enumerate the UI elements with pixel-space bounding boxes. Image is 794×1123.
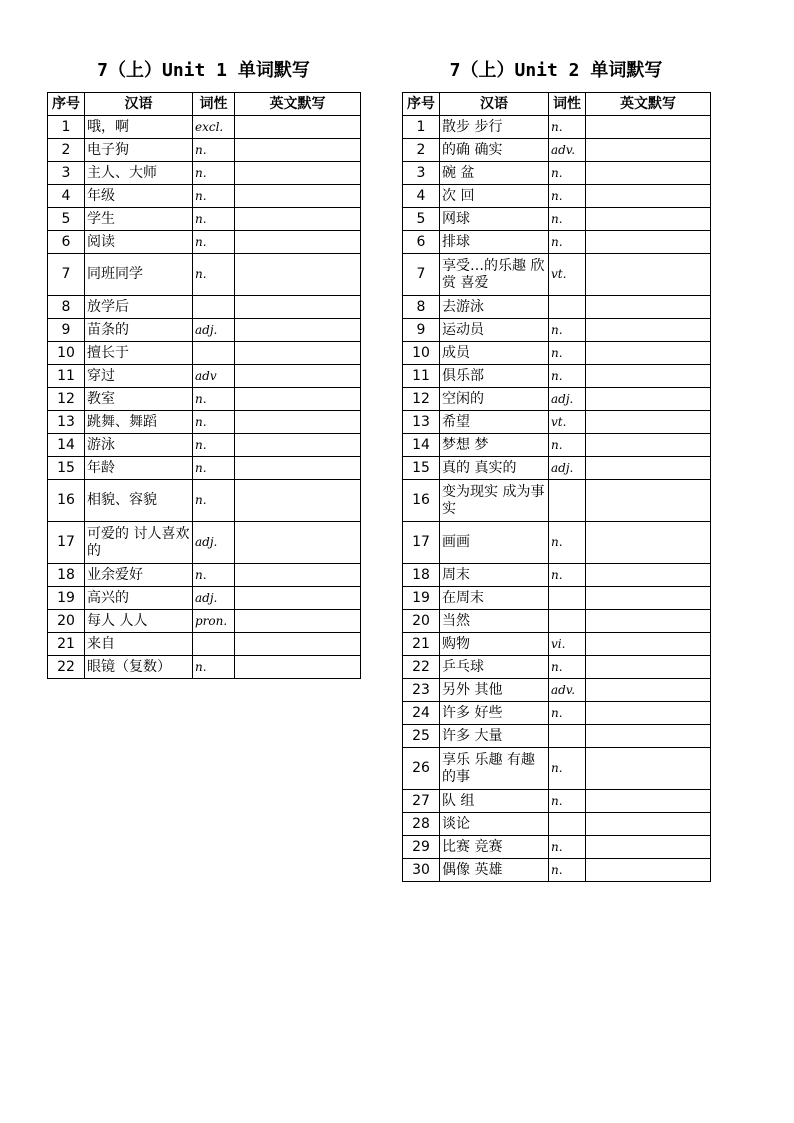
table-row: [48, 116, 361, 139]
row-number: 18: [403, 564, 440, 587]
part-of-speech: excl.: [193, 116, 235, 139]
chinese-term: 享乐 乐趣 有趣的事: [440, 748, 549, 790]
chinese-term: 可爱的 讨人喜欢的: [85, 522, 193, 564]
chinese-term: 高兴的: [85, 587, 193, 610]
english-answer-cell[interactable]: [586, 162, 711, 185]
english-answer-cell[interactable]: [235, 411, 361, 434]
header-cn: 汉语: [85, 93, 193, 116]
table-row: [48, 185, 361, 208]
table-row: [403, 633, 711, 656]
english-answer-cell[interactable]: [235, 139, 361, 162]
part-of-speech: adj.: [193, 587, 235, 610]
part-of-speech: n.: [193, 254, 235, 296]
english-answer-cell[interactable]: [235, 162, 361, 185]
chinese-term: 电子狗: [85, 139, 193, 162]
table-row: [403, 790, 711, 813]
chinese-term: 享受…的乐趣 欣赏 喜爱: [440, 254, 549, 296]
row-number: 21: [403, 633, 440, 656]
english-answer-cell[interactable]: [586, 208, 711, 231]
english-answer-cell[interactable]: [235, 116, 361, 139]
english-answer-cell[interactable]: [586, 231, 711, 254]
part-of-speech: n.: [549, 162, 586, 185]
unit1-header-row: [48, 93, 361, 116]
table-row: [403, 388, 711, 411]
english-answer-cell[interactable]: [586, 434, 711, 457]
row-number: 9: [48, 319, 85, 342]
part-of-speech: n.: [193, 139, 235, 162]
table-row: [403, 480, 711, 522]
row-number: 24: [403, 702, 440, 725]
part-of-speech: n.: [193, 480, 235, 522]
table-row: [403, 185, 711, 208]
part-of-speech: n.: [549, 185, 586, 208]
english-answer-cell[interactable]: [235, 457, 361, 480]
part-of-speech: [549, 813, 586, 836]
row-number: 1: [403, 116, 440, 139]
english-answer-cell[interactable]: [235, 633, 361, 656]
chinese-term: 成员: [440, 342, 549, 365]
table-row: [48, 411, 361, 434]
table-row: [403, 679, 711, 702]
english-answer-cell[interactable]: [235, 231, 361, 254]
table-row: [403, 116, 711, 139]
row-number: 19: [403, 587, 440, 610]
table-row: [48, 610, 361, 633]
row-number: 16: [403, 480, 440, 522]
part-of-speech: vt.: [549, 254, 586, 296]
chinese-term: 年龄: [85, 457, 193, 480]
row-number: 28: [403, 813, 440, 836]
part-of-speech: n.: [549, 790, 586, 813]
table-row: [48, 296, 361, 319]
chinese-term: 每人 人人: [85, 610, 193, 633]
row-number: 14: [403, 434, 440, 457]
part-of-speech: n.: [193, 208, 235, 231]
chinese-term: 苗条的: [85, 319, 193, 342]
row-number: 22: [403, 656, 440, 679]
table-row: [403, 342, 711, 365]
row-number: 10: [48, 342, 85, 365]
part-of-speech: [549, 725, 586, 748]
part-of-speech: n.: [193, 411, 235, 434]
chinese-term: 排球: [440, 231, 549, 254]
english-answer-cell[interactable]: [586, 836, 711, 859]
english-answer-cell[interactable]: [586, 859, 711, 882]
row-number: 6: [403, 231, 440, 254]
row-number: 7: [48, 254, 85, 296]
header-en: 英文默写: [586, 93, 711, 116]
chinese-term: 周末: [440, 564, 549, 587]
english-answer-cell[interactable]: [235, 610, 361, 633]
english-answer-cell[interactable]: [586, 480, 711, 522]
table-row: [48, 656, 361, 679]
row-number: 17: [403, 522, 440, 564]
table-row: [403, 231, 711, 254]
english-answer-cell[interactable]: [235, 564, 361, 587]
table-row: [403, 725, 711, 748]
part-of-speech: adj.: [549, 388, 586, 411]
table-row: [48, 208, 361, 231]
chinese-term: 年级: [85, 185, 193, 208]
english-answer-cell[interactable]: [586, 813, 711, 836]
table-row: [48, 365, 361, 388]
part-of-speech: n.: [549, 702, 586, 725]
part-of-speech: adj.: [549, 457, 586, 480]
english-answer-cell[interactable]: [586, 319, 711, 342]
part-of-speech: n.: [193, 185, 235, 208]
english-answer-cell[interactable]: [586, 457, 711, 480]
part-of-speech: n.: [549, 748, 586, 790]
part-of-speech: n.: [549, 208, 586, 231]
row-number: 8: [48, 296, 85, 319]
table-row: [403, 208, 711, 231]
part-of-speech: n.: [193, 388, 235, 411]
part-of-speech: n.: [193, 564, 235, 587]
chinese-term: 空闲的: [440, 388, 549, 411]
table-row: [403, 139, 711, 162]
chinese-term: 乒乓球: [440, 656, 549, 679]
part-of-speech: [193, 633, 235, 656]
english-answer-cell[interactable]: [586, 342, 711, 365]
chinese-term: 教室: [85, 388, 193, 411]
part-of-speech: pron.: [193, 610, 235, 633]
row-number: 8: [403, 296, 440, 319]
table-row: [403, 457, 711, 480]
table-row: [403, 656, 711, 679]
row-number: 27: [403, 790, 440, 813]
chinese-term: 真的 真实的: [440, 457, 549, 480]
english-answer-cell[interactable]: [586, 679, 711, 702]
part-of-speech: n.: [193, 656, 235, 679]
chinese-term: 购物: [440, 633, 549, 656]
table-row: [48, 231, 361, 254]
english-answer-cell[interactable]: [235, 365, 361, 388]
unit2-title: 7（上）Unit 2 单词默写: [449, 60, 663, 81]
row-number: 5: [48, 208, 85, 231]
part-of-speech: n.: [549, 319, 586, 342]
part-of-speech: n.: [549, 836, 586, 859]
row-number: 1: [48, 116, 85, 139]
english-answer-cell[interactable]: [235, 319, 361, 342]
part-of-speech: n.: [193, 457, 235, 480]
part-of-speech: n.: [549, 434, 586, 457]
chinese-term: 哦，啊: [85, 116, 193, 139]
header-en: 英文默写: [235, 93, 361, 116]
table-row: [403, 319, 711, 342]
chinese-term: 运动员: [440, 319, 549, 342]
table-row: [403, 254, 711, 296]
row-number: 23: [403, 679, 440, 702]
chinese-term: 业余爱好: [85, 564, 193, 587]
table-row: [403, 564, 711, 587]
row-number: 10: [403, 342, 440, 365]
chinese-term: 俱乐部: [440, 365, 549, 388]
english-answer-cell[interactable]: [235, 185, 361, 208]
row-number: 11: [403, 365, 440, 388]
part-of-speech: n.: [549, 116, 586, 139]
table-row: [403, 411, 711, 434]
english-answer-cell[interactable]: [235, 434, 361, 457]
english-answer-cell[interactable]: [235, 522, 361, 564]
table-row: [403, 162, 711, 185]
english-answer-cell[interactable]: [586, 564, 711, 587]
chinese-term: 希望: [440, 411, 549, 434]
row-number: 15: [403, 457, 440, 480]
part-of-speech: [549, 610, 586, 633]
header-num: 序号: [48, 93, 85, 116]
row-number: 29: [403, 836, 440, 859]
row-number: 15: [48, 457, 85, 480]
row-number: 9: [403, 319, 440, 342]
english-answer-cell[interactable]: [586, 610, 711, 633]
chinese-term: 来自: [85, 633, 193, 656]
unit1-rows: [48, 116, 361, 679]
english-answer-cell[interactable]: [235, 656, 361, 679]
part-of-speech: adj.: [193, 319, 235, 342]
unit2-table: [402, 92, 711, 882]
english-answer-cell[interactable]: [235, 388, 361, 411]
row-number: 30: [403, 859, 440, 882]
chinese-term: 比赛 竞赛: [440, 836, 549, 859]
english-answer-cell[interactable]: [235, 208, 361, 231]
row-number: 14: [48, 434, 85, 457]
english-answer-cell[interactable]: [586, 254, 711, 296]
english-answer-cell[interactable]: [586, 702, 711, 725]
chinese-term: 梦想 梦: [440, 434, 549, 457]
table-row: [403, 813, 711, 836]
chinese-term: 在周末: [440, 587, 549, 610]
english-answer-cell[interactable]: [586, 411, 711, 434]
chinese-term: 阅读: [85, 231, 193, 254]
english-answer-cell[interactable]: [586, 748, 711, 790]
chinese-term: 跳舞、舞蹈: [85, 411, 193, 434]
english-answer-cell[interactable]: [235, 587, 361, 610]
row-number: 3: [403, 162, 440, 185]
table-row: [48, 434, 361, 457]
table-row: [48, 564, 361, 587]
chinese-term: 当然: [440, 610, 549, 633]
table-row: [403, 836, 711, 859]
table-row: [403, 587, 711, 610]
chinese-term: 擅长于: [85, 342, 193, 365]
part-of-speech: n.: [193, 231, 235, 254]
english-answer-cell[interactable]: [586, 633, 711, 656]
table-row: [48, 587, 361, 610]
unit1-table: [47, 92, 361, 679]
table-row: [403, 859, 711, 882]
chinese-term: 次 回: [440, 185, 549, 208]
table-row: [403, 702, 711, 725]
english-answer-cell[interactable]: [235, 296, 361, 319]
row-number: 7: [403, 254, 440, 296]
part-of-speech: n.: [549, 342, 586, 365]
english-answer-cell[interactable]: [586, 656, 711, 679]
part-of-speech: adj.: [193, 522, 235, 564]
row-number: 18: [48, 564, 85, 587]
header-pos: 词性: [193, 93, 235, 116]
chinese-term: 同班同学: [85, 254, 193, 296]
table-row: [403, 365, 711, 388]
chinese-term: 放学后: [85, 296, 193, 319]
row-number: 16: [48, 480, 85, 522]
english-answer-cell[interactable]: [586, 522, 711, 564]
unit1-title: 7（上）Unit 1 单词默写: [97, 60, 310, 81]
part-of-speech: n.: [549, 522, 586, 564]
english-answer-cell[interactable]: [586, 790, 711, 813]
part-of-speech: adv: [193, 365, 235, 388]
part-of-speech: vt.: [549, 411, 586, 434]
table-row: [403, 610, 711, 633]
row-number: 22: [48, 656, 85, 679]
row-number: 4: [403, 185, 440, 208]
chinese-term: 眼镜（复数）: [85, 656, 193, 679]
table-row: [48, 139, 361, 162]
english-answer-cell[interactable]: [586, 185, 711, 208]
row-number: 26: [403, 748, 440, 790]
chinese-term: 许多 好些: [440, 702, 549, 725]
chinese-term: 学生: [85, 208, 193, 231]
english-answer-cell[interactable]: [235, 480, 361, 522]
part-of-speech: [193, 342, 235, 365]
chinese-term: 偶像 英雄: [440, 859, 549, 882]
table-row: [48, 633, 361, 656]
chinese-term: 队 组: [440, 790, 549, 813]
chinese-term: 相貌、容貌: [85, 480, 193, 522]
chinese-term: 网球: [440, 208, 549, 231]
row-number: 13: [403, 411, 440, 434]
row-number: 4: [48, 185, 85, 208]
chinese-term: 变为现实 成为事实: [440, 480, 549, 522]
row-number: 13: [48, 411, 85, 434]
table-row: [48, 254, 361, 296]
chinese-term: 散步 步行: [440, 116, 549, 139]
unit2-rows: [403, 116, 711, 882]
english-answer-cell[interactable]: [586, 365, 711, 388]
row-number: 6: [48, 231, 85, 254]
part-of-speech: [549, 480, 586, 522]
part-of-speech: n.: [549, 859, 586, 882]
header-num: 序号: [403, 93, 440, 116]
part-of-speech: n.: [549, 231, 586, 254]
english-answer-cell[interactable]: [586, 388, 711, 411]
chinese-term: 主人、大师: [85, 162, 193, 185]
part-of-speech: [549, 587, 586, 610]
row-number: 2: [403, 139, 440, 162]
chinese-term: 穿过: [85, 365, 193, 388]
row-number: 3: [48, 162, 85, 185]
row-number: 12: [403, 388, 440, 411]
chinese-term: 碗 盆: [440, 162, 549, 185]
table-row: [48, 342, 361, 365]
row-number: 20: [403, 610, 440, 633]
table-row: [48, 162, 361, 185]
row-number: 21: [48, 633, 85, 656]
table-row: [403, 434, 711, 457]
row-number: 12: [48, 388, 85, 411]
english-answer-cell[interactable]: [235, 342, 361, 365]
part-of-speech: adv.: [549, 679, 586, 702]
part-of-speech: [549, 296, 586, 319]
chinese-term: 另外 其他: [440, 679, 549, 702]
table-row: [403, 748, 711, 790]
row-number: 25: [403, 725, 440, 748]
row-number: 20: [48, 610, 85, 633]
table-row: [48, 522, 361, 564]
english-answer-cell[interactable]: [586, 139, 711, 162]
part-of-speech: n.: [193, 434, 235, 457]
part-of-speech: vi.: [549, 633, 586, 656]
english-answer-cell[interactable]: [235, 254, 361, 296]
table-row: [48, 388, 361, 411]
table-row: [48, 457, 361, 480]
row-number: 19: [48, 587, 85, 610]
part-of-speech: adv.: [549, 139, 586, 162]
header-pos: 词性: [549, 93, 586, 116]
part-of-speech: n.: [549, 564, 586, 587]
unit2-header-row: [403, 93, 711, 116]
english-answer-cell[interactable]: [586, 587, 711, 610]
row-number: 5: [403, 208, 440, 231]
english-answer-cell[interactable]: [586, 725, 711, 748]
row-number: 11: [48, 365, 85, 388]
part-of-speech: [193, 296, 235, 319]
english-answer-cell[interactable]: [586, 296, 711, 319]
table-row: [403, 522, 711, 564]
part-of-speech: n.: [193, 162, 235, 185]
part-of-speech: n.: [549, 365, 586, 388]
chinese-term: 的确 确实: [440, 139, 549, 162]
table-row: [403, 296, 711, 319]
row-number: 2: [48, 139, 85, 162]
chinese-term: 去游泳: [440, 296, 549, 319]
english-answer-cell[interactable]: [586, 116, 711, 139]
table-row: [48, 319, 361, 342]
part-of-speech: n.: [549, 656, 586, 679]
chinese-term: 许多 大量: [440, 725, 549, 748]
chinese-term: 画画: [440, 522, 549, 564]
chinese-term: 谈论: [440, 813, 549, 836]
row-number: 17: [48, 522, 85, 564]
table-row: [48, 480, 361, 522]
chinese-term: 游泳: [85, 434, 193, 457]
header-cn: 汉语: [440, 93, 549, 116]
